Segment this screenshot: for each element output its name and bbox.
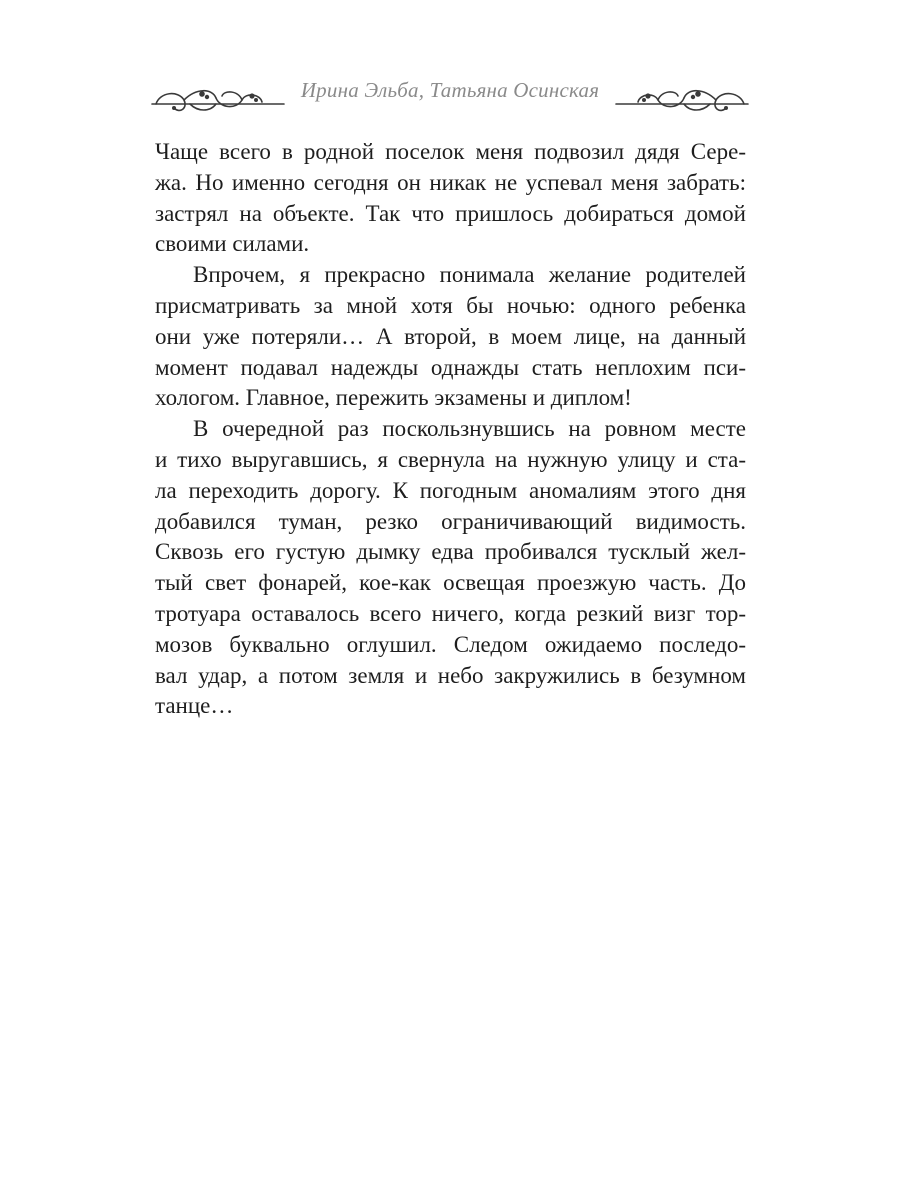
- text-line: мозов буквально оглушил. Следом ожидаемо последо-: [155, 631, 746, 657]
- text-line: они уже потеряли… А второй, в моем лице, на данный: [155, 323, 746, 349]
- text-line: ла переходить дорогу. К погодным аномалиям этого дня: [155, 477, 746, 503]
- running-head: [150, 72, 750, 124]
- text-line: тротуара оставалось всего ничего, когда резкий визг тор-: [155, 600, 746, 626]
- text-line: В очередной раз поскользнувшись на ровном месте: [193, 416, 746, 442]
- text-line: момент подавал надежды однажды стать неплохим пси-: [155, 354, 746, 380]
- paragraph: [155, 137, 746, 260]
- paragraph: [155, 260, 746, 414]
- text-line: своими силами.: [155, 231, 310, 257]
- text-line: застрял на объекте. Так что пришлось добираться домой: [155, 200, 746, 226]
- text-line: Впрочем, я прекрасно понимала желание родителей: [193, 262, 746, 288]
- text-line: жа. Но именно сегодня он никак не успевал меня забрать:: [155, 169, 746, 195]
- text-line: добавился туман, резко ограничивающий видимость.: [155, 508, 746, 534]
- body-text: [155, 137, 746, 722]
- paragraph: [155, 414, 746, 722]
- text-line: присматривать за мной хотя бы ночью: одного ребенка: [155, 292, 746, 318]
- text-line: Чаще всего в родной поселок меня подвозил дядя Сере-: [155, 139, 746, 164]
- running-head-author: Ирина Эльба, Татьяна Осинская: [300, 78, 600, 102]
- text-line: хологом. Главное, пережить экзамены и диплом!: [155, 385, 632, 411]
- text-line: тый свет фонарей, кое-как освещая проезжую часть. До: [155, 570, 746, 596]
- text-line: вал удар, а потом земля и небо закружились в безумном: [155, 662, 746, 688]
- text-line: танце…: [155, 693, 234, 719]
- flourish-ornament-right-icon: [614, 82, 750, 118]
- text-line: Сквозь его густую дымку едва пробивался тусклый жел-: [155, 539, 746, 565]
- text-line: и тихо выругавшись, я свернула на нужную улицу и ста-: [155, 446, 746, 472]
- flourish-ornament-left-icon: [150, 82, 286, 118]
